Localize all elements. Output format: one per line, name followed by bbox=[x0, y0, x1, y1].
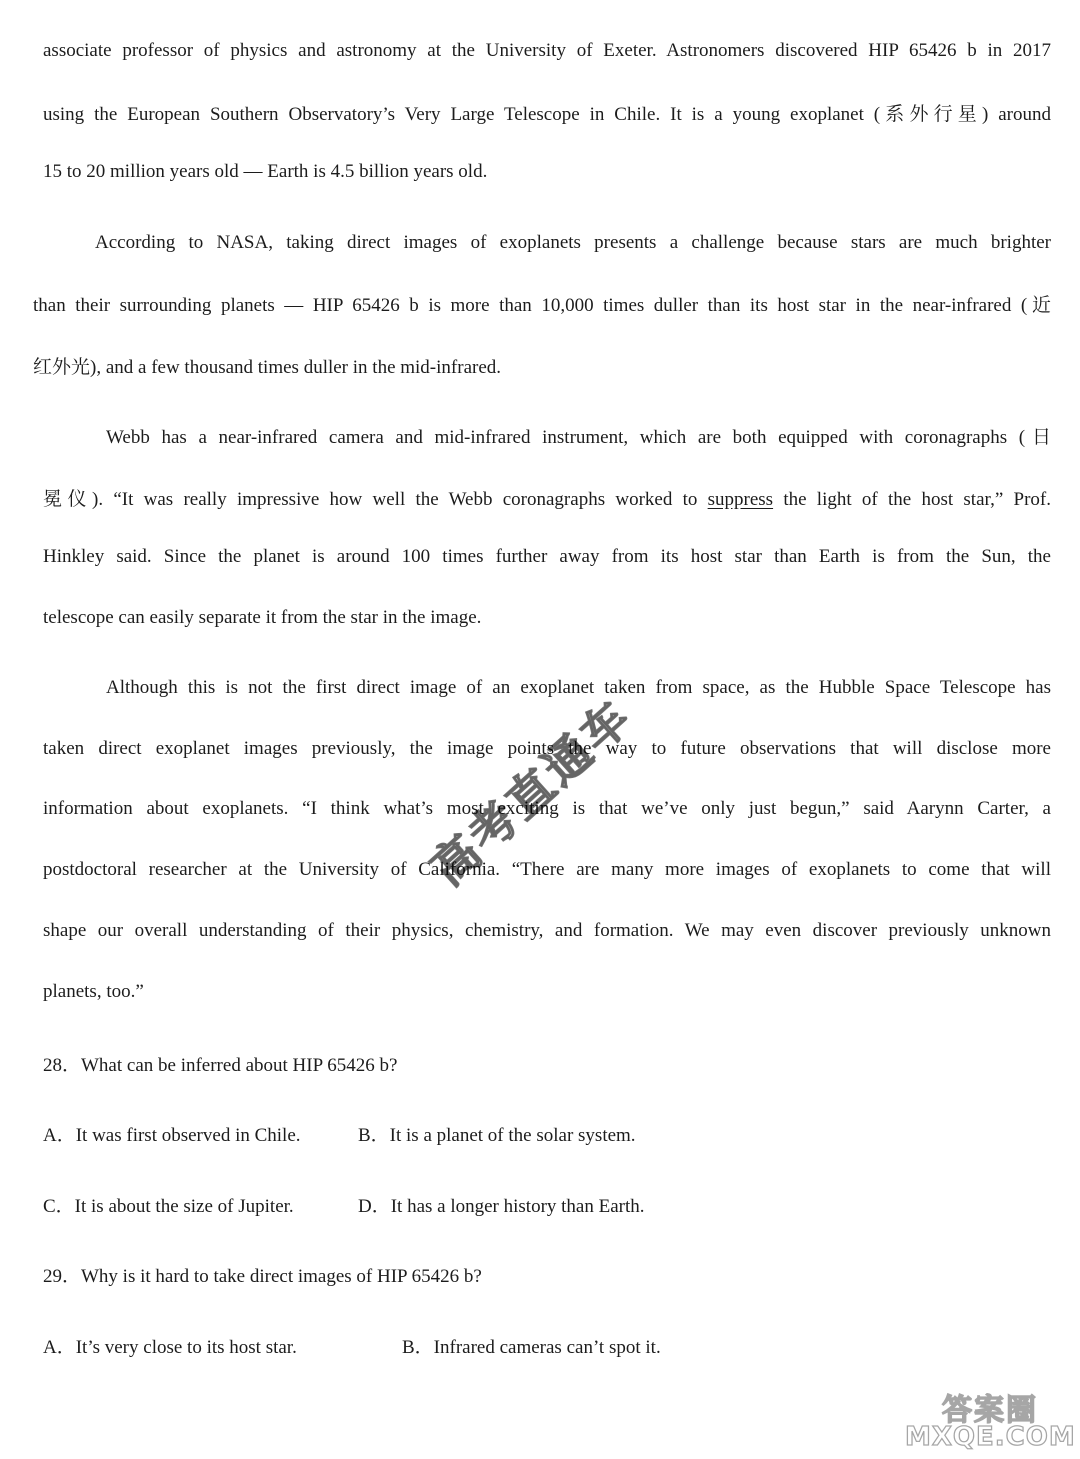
question-28-option-b: B．It is a planet of the solar system. bbox=[358, 1125, 636, 1146]
passage-p2-line-1: According to NASA, taking direct images of exoplanets presents a challenge because stars are much brighter bbox=[95, 232, 1051, 253]
passage-p2-line-2: than their surrounding planets — HIP 65426 b is more than 10,000 times duller than its host star in the near-infrared (近 bbox=[33, 295, 1051, 316]
passage-p1-line-1: associate professor of physics and astronomy at the University of Exeter. Astronomers discovered HIP 65426 b in 2017 bbox=[43, 40, 1051, 61]
passage-p1-line-2: using the European Southern Observatory’s Very Large Telescope in Chile. It is a young exoplanet (系外行星) around bbox=[43, 104, 1051, 125]
passage-p3-line-4: telescope can easily separate it from the star in the image. bbox=[43, 607, 482, 628]
question-28-option-a: A．It was first observed in Chile. bbox=[43, 1125, 301, 1146]
question-28-stem: 28．What can be inferred about HIP 65426 b? bbox=[43, 1055, 398, 1076]
watermark-url: MXQE.COM bbox=[905, 1422, 1076, 1452]
question-28-option-d: D．It has a longer history than Earth. bbox=[358, 1196, 645, 1217]
passage-p3-line-2 bbox=[43, 488, 1051, 512]
watermark-logo: 答案圈 bbox=[942, 1393, 1038, 1428]
underlined-word-suppress: suppress bbox=[707, 489, 774, 510]
passage-p4-line-4: postdoctoral researcher at the University of California. “There are many more images of exoplanets to come that will bbox=[43, 859, 1051, 880]
passage-p3-line-1: Webb has a near-infrared camera and mid-infrared instrument, which are both equipped with coronagraphs (日 bbox=[106, 427, 1051, 448]
passage-p3-line-3: Hinkley said. Since the planet is around 100 times further away from its host star than Earth is from the Sun, the bbox=[43, 546, 1051, 567]
passage-p4-line-2: taken direct exoplanet images previously, the image points the way to future observations that will disclose more bbox=[43, 738, 1051, 759]
passage-p4-line-1: Although this is not the first direct image of an exoplanet taken from space, as the Hubble Space Telescope has bbox=[106, 677, 1051, 698]
passage-p2-line-3: 红外光), and a few thousand times duller in the mid-infrared. bbox=[33, 357, 502, 378]
question-29-stem: 29．Why is it hard to take direct images of HIP 65426 b? bbox=[43, 1266, 482, 1287]
watermark-stamp: 高考直通车 bbox=[421, 688, 643, 896]
question-28-option-c: C．It is about the size of Jupiter. bbox=[43, 1196, 294, 1217]
passage-p1-line-3: 15 to 20 million years old — Earth is 4.5 billion years old. bbox=[43, 161, 488, 182]
question-29-option-a: A．It’s very close to its host star. bbox=[43, 1337, 297, 1358]
passage-p3-line-2-start: 冕仪). “It was really impressive how well the Webb coronagraphs worked to bbox=[43, 489, 708, 510]
question-29-option-b: B．Infrared cameras can’t spot it. bbox=[402, 1337, 661, 1358]
passage-p4-line-6: planets, too.” bbox=[43, 981, 144, 1002]
passage-p3-line-2-end: the light of the host star,” Prof. bbox=[773, 489, 1051, 510]
passage-p4-line-3: information about exoplanets. “I think what’s most exciting is that we’ve only just begun,” said Aarynn Carter, a bbox=[43, 798, 1051, 819]
passage-p4-line-5: shape our overall understanding of their physics, chemistry, and formation. We may even discover previously unknown bbox=[43, 920, 1051, 941]
